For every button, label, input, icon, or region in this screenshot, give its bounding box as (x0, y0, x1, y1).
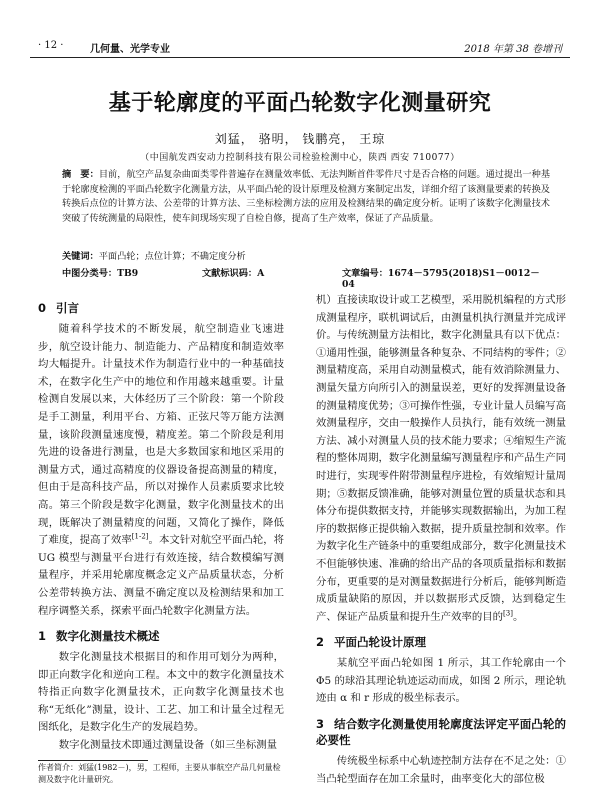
keywords (62, 248, 550, 262)
authors: 刘猛， 骆明， 钱鹏亮， 王琼 (214, 132, 386, 146)
paragraph: 机）直接读取设计或工艺模型，采用脱机编程的方式形成测量程序，联机调试后，由测量机执行测量并完成评价。与传统测量方法相比，数字化测量具有以下优点：①通用性强，能够测量各种复杂、不同结构的零件；②测量精度高，采用自动测量模式，能有效消除测量力、测量矢量方向所引入的测量误差，更好的发挥测量设备的测量精度优势；③可操作性强，专业计量人员编写高效测量程序，交由一般操作人员执行，能有效统一测量方法、减小对测量人员的技术能力要求；④缩短生产流程的整体周期，数字化测量编写测量程序和产品生产同时进行，实现零件附带测量程序进检，有效缩短计量周期；⑤数据反馈准确，能够对测量位置的质量状态和具体分布提供数据支持，并能够实现数据输出，为加工程序的数据修正提供输入数据，提升质量控制和效率。作为数字化生产链条中的重要组成部分，数字化测量技术不但能够快速、准确的给出产品的各项质量指标和数据分布，更重要的是对测量数据进行分析后，能够判断造成质量缺陷的原因，并以数据形式反馈，达到稳定生产、保证产品质量和提升生产效率的目的[3]。 (316, 294, 566, 623)
running-header (38, 40, 562, 58)
header-rule (30, 57, 570, 58)
keywords-label: 关键词： (62, 251, 99, 262)
section-heading-3: 3 结合数字化测量使用轮廓度法评定平面凸轮的必要性 (316, 717, 566, 748)
citation: [1-2] (131, 532, 149, 541)
abstract-text: 目前，航空产品复杂曲面类零件普遍存在测量效率低、无法判断首件零件尺寸是否合格的问题。通过提出一种基于轮廓度检测的平面凸轮数字化测量方法，从平面凸轮的设计原理及检测方案制定出发，详细介绍了该测量要素的转换及转换后点位的计算方法、公差带的计算方法、三坐标检测方法的应用及检测结果的确定度分析。证明了该数字化测量技术突破了传统测量的局限性，使车间现场实现了自检自修，提高了生产效率，保证了产品质量。 (62, 169, 551, 224)
paragraph: 数字化测量技术即通过测量设备（如三坐标测量 (58, 739, 277, 752)
citation: [3] (503, 609, 513, 618)
paragraph: 传统极坐标系中心轨迹控制方法存在不足之处：①当凸轮型面存在加工余量时，曲率变化大的部位极 (316, 755, 566, 785)
journal-issue: 2018 年第 38 卷增刊 (464, 44, 562, 55)
author-footnote: 作者简介：刘猛(1982－)，男，工程师，主要从事航空产品几何量检测及数字化计量研究。 (38, 763, 281, 784)
paragraph: 数字化测量技术根据目的和作用可划分为两种，即正向数字化和逆向工程。本文中的数字化测量技术特指正向数字化测量技术，正向数字化测量技术也称“无纸化”测量，设计、工艺、加工和计量全过程无图纸化，是数字化生产的发展趋势。 (38, 651, 284, 734)
section-heading-0: 0 引言 (38, 301, 79, 315)
section-label: 几何量、光学专业 (90, 44, 170, 55)
document-code: 文献标识码：A (202, 268, 265, 279)
footnote-rule (38, 760, 148, 761)
affiliation: （中国航发西安动力控制科技有限公司检验检测中心，陕西 西安 710077） (140, 153, 460, 163)
right-column (316, 292, 566, 788)
left-column (38, 292, 284, 755)
page-number: · 12 · (38, 40, 64, 51)
article-meta (62, 265, 550, 290)
section-heading-2: 2 平面凸轮设计原理 (316, 635, 426, 650)
keywords-text: 平面凸轮；点位计算；不确定度分析 (98, 251, 246, 262)
paragraph: 随着科学技术的不断发展，航空制造业飞速进步，航空设计能力、制造能力、产品精度和制造效率均大幅提升。计量技术作为制造行业中的一种基础技术，在数字化生产中的地位和作用越来越重要。计量检测自发展以来，大体经历了三个阶段：第一个阶段是手工测量，利用平台、方箱、正弦尺等万能方法测量，该阶段测量速度慢，精度差。第二个阶段是利用先进的设备进行测量，也是大多数国家和地区采用的测量方式，通过高精度的仪器设备提高测量的精度，但由于是高科技产品，所以对操作人员素质要求比较高。第三个阶段是数字化测量，数字化测量技术的出现，既解决了测量精度的问题，又简化了操作，降低了难度，提高了效率[1-2]。本文针对航空平面凸轮，将 UG 模型与测量平台进行有效连接，结合数模编写测量程序，并采用轮廓度概念定义产品质量状态，分析公差带转换方法、测量不确定度以及检测结果和加工程序调整关系，探索平面凸轮数字化测量方法。 (38, 323, 285, 617)
clc-number: 中图分类号：TB9 (62, 268, 139, 279)
paragraph: 某航空平面凸轮如图 1 所示，其工作轮廓由一个 Φ5 的球沿其理论轨迹运动而成，如图 2 所示，理论轨迹由 α 和 r 形成的极坐标表示。 (316, 657, 566, 705)
abstract (62, 168, 550, 226)
paper-title: 基于轮廓度的平面凸轮数字化测量研究 (108, 91, 492, 116)
section-heading-1: 1 数字化测量技术概述 (38, 629, 160, 644)
article-number: 文章编号：1674－5795(2018)S1－0012－04 (342, 268, 540, 290)
abstract-label: 摘 要： (62, 169, 99, 180)
